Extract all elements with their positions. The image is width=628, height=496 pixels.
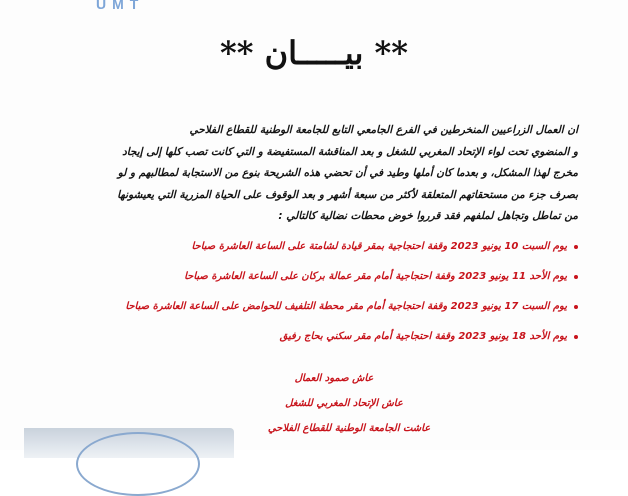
paragraph-line: و المنضوي تحت لواء الإتحاد المغربي للشغل و بعد المناقشة المستفيضة و التي كانت تصب كلها إلى إيجاد — [122, 145, 578, 158]
stamp-ring-icon — [76, 432, 200, 496]
statement-title: ** بيـــــان ** — [220, 34, 408, 72]
bullet-icon — [574, 245, 578, 249]
slogan-line: عاش الإتحاد المغربي للشغل — [285, 398, 403, 409]
list-item — [40, 292, 578, 322]
list-item — [40, 322, 578, 352]
slogan-line: عاش صمود العمال — [294, 373, 374, 384]
statement-paragraph — [40, 120, 578, 228]
protest-schedule-list — [40, 232, 578, 352]
union-logo-text: UMT — [96, 0, 145, 12]
list-item-text: يوم السبت 17 يونيو 2023 وقفة احتجاجية أمام مقر محطة التلفيف للحوامض على الساعة العاشرة صباحا — [125, 300, 567, 312]
list-item-text: يوم الأحد 11 يونيو 2023 وقفة احتجاجية أمام مقر عمالة بركان على الساعة العاشرة صباحا — [184, 270, 567, 282]
list-item-text: يوم السبت 10 يونيو 2023 وقفة احتجاجية بمقر قيادة لشامتة على الساعة العاشرة صباحا — [191, 240, 567, 252]
list-item — [40, 232, 578, 262]
paragraph-line: مخرج لهذا المشكل، و بعدما كان أملها وطيد في أن تحضي هذه الشريحة بنوع من الاستجابة لمطالبهم و لو — [117, 167, 578, 179]
union-stamp — [24, 428, 234, 458]
bullet-icon — [574, 275, 578, 279]
list-item-text: يوم الأحد 18 يونيو 2023 وقفة احتجاجية أمام مقر سكني بحاج رفيق — [279, 330, 567, 342]
paragraph-line: بصرف جزء من مستحقاتهم المتعلقة لأكثر من سبعة أشهر و بعد الوقوف على الحياة المزرية التي يعيشونها — [117, 188, 578, 201]
paragraph-line: ان العمال الزراعيين المنخرطين في الفرع الجامعي التابع للجامعة الوطنية للقطاع الفلاحي — [189, 124, 578, 136]
slogan-line: عاشت الجامعة الوطنية للقطاع الفلاحي — [267, 423, 431, 434]
bullet-icon — [574, 305, 578, 309]
list-item — [40, 262, 578, 292]
paragraph-line: من تماطل وتجاهل لملفهم فقد قرروا خوض محطات نضالية كالتالي : — [278, 210, 578, 222]
statement-body — [40, 120, 578, 368]
bullet-icon — [574, 335, 578, 339]
